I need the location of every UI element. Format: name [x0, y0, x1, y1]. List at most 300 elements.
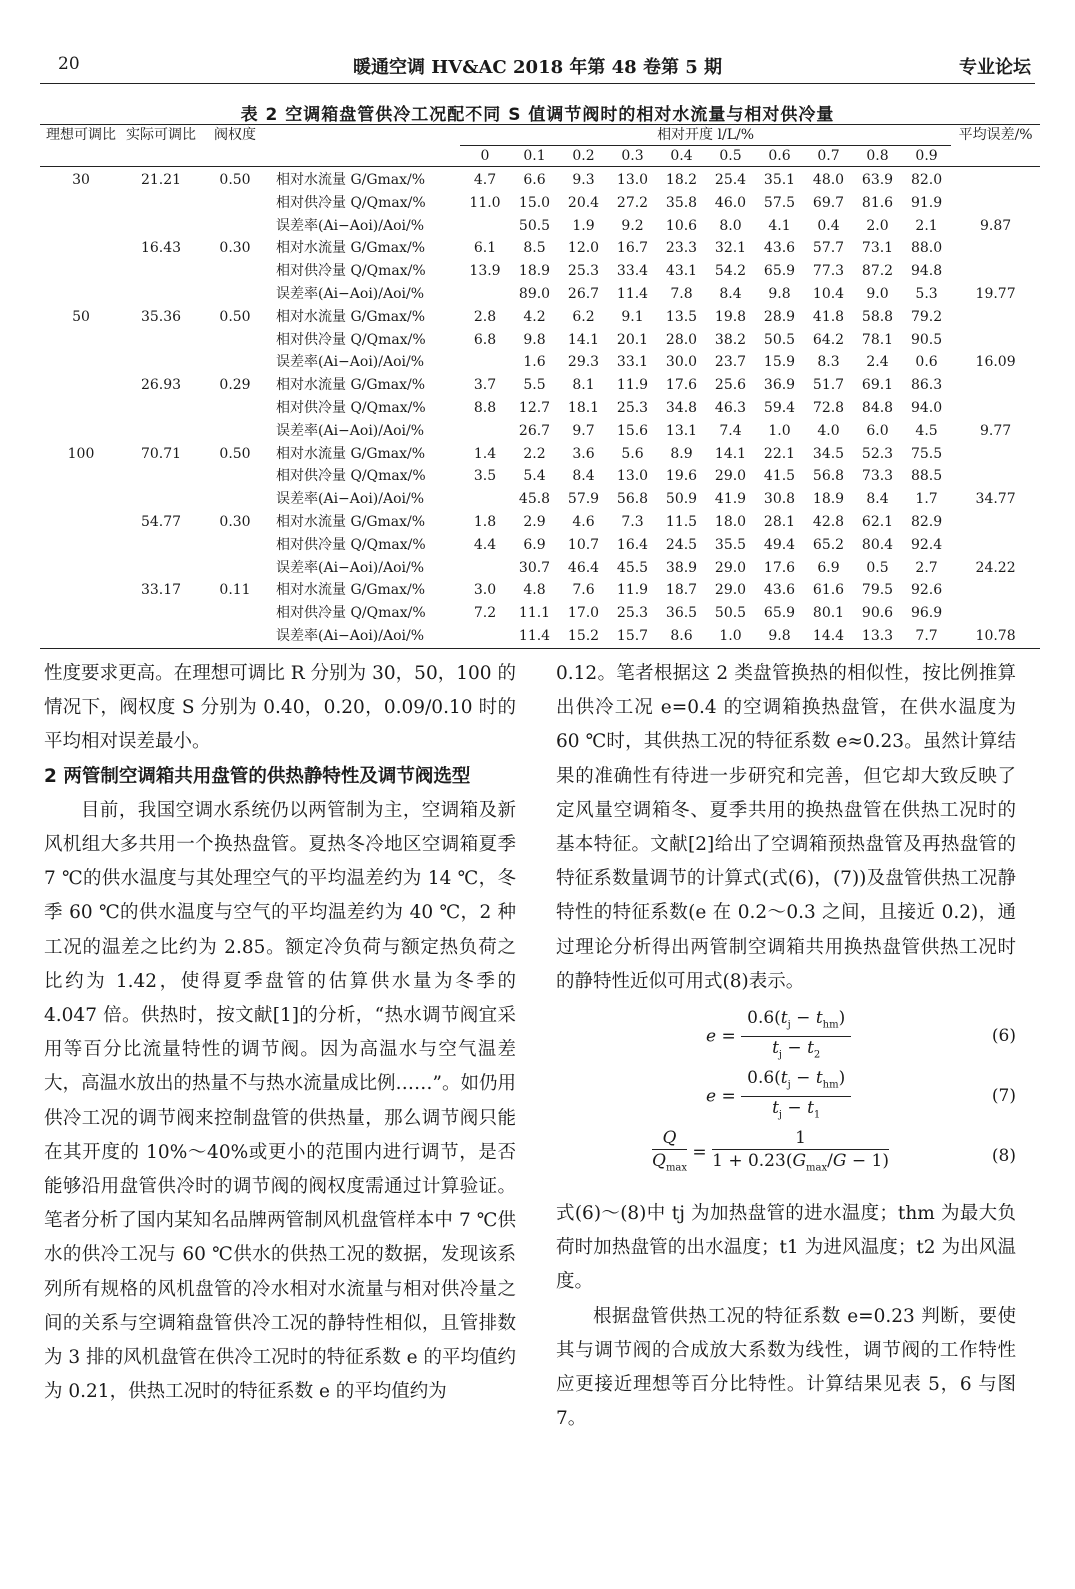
row-label: 相对水流量 G/Gmax/% — [276, 445, 426, 462]
value-cell: 35.8 — [665, 194, 698, 211]
value-cell: 7.3 — [621, 513, 644, 530]
value-cell: 5.3 — [915, 285, 938, 302]
value-cell: 5.6 — [621, 445, 644, 462]
row-label: 相对水流量 G/Gmax/% — [276, 240, 426, 257]
value-cell: 54.2 — [714, 263, 747, 280]
valve-authority-cell: 0.30 — [219, 513, 251, 530]
actual-ratio-cell: 33.17 — [140, 582, 182, 599]
opening-value: 0.8 — [853, 146, 902, 167]
value-cell: 3.5 — [473, 468, 497, 485]
value-cell: 8.4 — [572, 468, 595, 485]
row-label: 相对水流量 G/Gmax/% — [276, 308, 426, 325]
value-cell: 17.6 — [763, 559, 796, 576]
value-cell: 46.4 — [567, 559, 600, 576]
value-cell: 11.4 — [510, 625, 559, 648]
value-cell: 16.7 — [616, 240, 649, 257]
left-paragraph-1: 性度要求更高。在理想可调比 R 分别为 30，50，100 的情况下，阀权度 S 分别为 0.40，0.20，0.09/0.10 时的平均相对误差最小。 — [44, 663, 516, 753]
table-row — [40, 260, 1040, 283]
opening-value: 0.6 — [755, 146, 804, 167]
table-row — [40, 192, 1040, 215]
value-cell: 9.0 — [866, 285, 889, 302]
row-label: 相对水流量 G/Gmax/% — [276, 513, 426, 530]
table-row — [40, 465, 1040, 488]
valve-authority-cell — [200, 192, 270, 215]
value-cell: 26.7 — [518, 422, 551, 439]
value-cell: 8.6 — [657, 625, 706, 648]
avg-error-cell — [951, 260, 1040, 283]
value-cell: 6.9 — [817, 559, 840, 576]
avg-error-cell — [951, 329, 1040, 352]
avg-error-cell — [951, 306, 1040, 329]
value-cell: 20.1 — [616, 331, 649, 348]
value-cell: 90.6 — [861, 605, 894, 622]
value-cell: 13.9 — [469, 263, 501, 280]
row-label: 相对供冷量 Q/Qmax/% — [276, 331, 426, 348]
value-cell: 42.8 — [812, 513, 845, 530]
valve-authority-cell — [200, 488, 270, 511]
value-cell: 16.4 — [616, 536, 649, 553]
avg-error-cell: 10.78 — [951, 625, 1040, 648]
value-cell: 3.0 — [473, 582, 497, 599]
value-cell: 17.0 — [567, 605, 600, 622]
value-cell: 13.0 — [616, 468, 649, 485]
row-label: 相对水流量 G/Gmax/% — [276, 582, 426, 599]
valve-authority-cell: 0.30 — [219, 240, 251, 257]
header-valve-authority: 阀权度 — [200, 125, 270, 167]
value-cell: 23.3 — [665, 240, 698, 257]
value-cell: 13.5 — [665, 308, 698, 325]
valve-authority-cell — [200, 534, 270, 557]
value-cell: 75.5 — [910, 445, 943, 462]
equation-6: e = $\frac{0.6(t_j - t_{hm})}{t_j - t_2}$ (6) — [706, 1008, 1016, 1061]
value-cell: 89.0 — [518, 285, 551, 302]
opening-value: 0 — [460, 146, 510, 167]
table-row — [40, 397, 1040, 420]
valve-authority-cell: 0.50 — [219, 172, 251, 188]
value-cell — [460, 283, 510, 306]
opening-value: 0.1 — [510, 146, 559, 167]
avg-error-cell — [951, 511, 1040, 534]
value-cell: 45.5 — [616, 559, 649, 576]
value-cell: 62.1 — [861, 513, 894, 530]
value-cell: 69.7 — [812, 194, 845, 211]
avg-error-cell — [951, 465, 1040, 488]
value-cell: 19.6 — [665, 468, 698, 485]
value-cell: 79.5 — [861, 582, 894, 599]
avg-error-cell: 16.09 — [975, 354, 1016, 371]
opening-value: 0.3 — [608, 146, 657, 167]
value-cell: 88.0 — [910, 240, 943, 257]
value-cell: 80.1 — [812, 605, 845, 622]
actual-ratio-cell — [122, 351, 200, 374]
value-cell: 2.4 — [866, 354, 889, 371]
value-cell: 0.6 — [915, 354, 938, 371]
header-ideal-ratio: 理想可调比 — [40, 125, 122, 167]
value-cell: 56.8 — [812, 468, 845, 485]
value-cell: 64.2 — [812, 331, 845, 348]
value-cell: 32.1 — [714, 240, 747, 257]
ideal-ratio-cell — [40, 625, 122, 648]
value-cell: 41.5 — [763, 468, 796, 485]
actual-ratio-cell — [122, 557, 200, 580]
value-cell: 45.8 — [518, 491, 551, 508]
value-cell: 50.9 — [665, 491, 698, 508]
value-cell: 2.9 — [523, 513, 546, 530]
actual-ratio-cell — [122, 625, 200, 648]
value-cell: 9.2 — [621, 217, 644, 234]
equation-7: e = $\frac{0.6(t_j - t_{hm})}{t_j - t_1}$ (7) — [706, 1068, 1016, 1121]
value-cell: 61.6 — [812, 582, 845, 599]
ideal-ratio-cell — [40, 192, 122, 215]
value-cell: 15.9 — [763, 354, 796, 371]
value-cell: 8.4 — [719, 285, 742, 302]
value-cell: 50.5 — [763, 331, 796, 348]
value-cell: 57.5 — [763, 194, 796, 211]
actual-ratio-cell — [122, 465, 200, 488]
value-cell: 28.0 — [665, 331, 698, 348]
value-cell: 3.7 — [473, 377, 497, 394]
value-cell: 18.2 — [665, 172, 698, 188]
value-cell: 4.0 — [817, 422, 840, 439]
value-cell: 24.5 — [665, 536, 698, 553]
ideal-ratio-cell: 50 — [72, 308, 90, 325]
value-cell: 4.4 — [473, 536, 497, 553]
ideal-ratio-cell: 30 — [72, 172, 90, 188]
value-cell — [460, 351, 510, 374]
ideal-ratio-cell — [40, 579, 122, 602]
value-cell: 15.0 — [518, 194, 551, 211]
value-cell: 11.9 — [616, 377, 649, 394]
equation-8-number: (8) — [991, 1146, 1016, 1167]
value-cell — [460, 557, 510, 580]
value-cell: 6.9 — [523, 536, 546, 553]
valve-authority-cell — [200, 329, 270, 352]
value-cell: 14.4 — [804, 625, 853, 648]
value-cell: 25.6 — [714, 377, 747, 394]
actual-ratio-cell — [122, 602, 200, 625]
table-row — [40, 306, 1040, 329]
value-cell: 48.0 — [812, 172, 845, 188]
value-cell: 35.1 — [763, 172, 796, 188]
value-cell: 4.6 — [572, 513, 595, 530]
actual-ratio-cell — [122, 260, 200, 283]
value-cell: 1.0 — [706, 625, 755, 648]
value-cell: 11.9 — [616, 582, 649, 599]
value-cell: 9.8 — [523, 331, 546, 348]
value-cell: 6.6 — [523, 172, 546, 188]
table-row — [40, 488, 1040, 511]
value-cell: 2.7 — [915, 559, 938, 576]
value-cell: 86.3 — [910, 377, 943, 394]
value-cell: 50.5 — [518, 217, 551, 234]
value-cell: 11.1 — [518, 605, 551, 622]
value-cell: 3.6 — [572, 445, 595, 462]
row-label: 相对水流量 G/Gmax/% — [276, 377, 426, 394]
table-row — [40, 283, 1040, 306]
table-row — [40, 329, 1040, 352]
value-cell: 22.1 — [763, 445, 796, 462]
right-paragraph-2: 式(6)～(8)中 tj 为加热盘管的进水温度；thm 为最大负荷时加热盘管的出水温度；t1 为进风温度；t2 为出风温度。 — [556, 1203, 1016, 1293]
ideal-ratio-cell — [40, 465, 122, 488]
value-cell: 8.5 — [523, 240, 546, 257]
ideal-ratio-cell — [40, 534, 122, 557]
value-cell: 30.8 — [763, 491, 796, 508]
value-cell: 4.7 — [473, 172, 497, 188]
table-row — [40, 351, 1040, 374]
value-cell: 2.2 — [523, 445, 546, 462]
ideal-ratio-cell — [40, 374, 122, 397]
header-rule — [40, 83, 1035, 84]
equation-7-number: (7) — [991, 1086, 1016, 1107]
table-row — [40, 625, 1040, 648]
avg-error-cell — [951, 443, 1040, 466]
avg-error-cell — [951, 167, 1040, 192]
value-cell: 7.4 — [719, 422, 742, 439]
actual-ratio-cell — [122, 215, 200, 238]
row-label: 相对供冷量 Q/Qmax/% — [276, 468, 426, 485]
value-cell: 73.1 — [861, 240, 894, 257]
table-row — [40, 579, 1040, 602]
value-cell: 25.3 — [567, 263, 600, 280]
table-row — [40, 215, 1040, 238]
ideal-ratio-cell — [40, 420, 122, 443]
value-cell: 25.4 — [714, 172, 747, 188]
value-cell: 1.0 — [768, 422, 791, 439]
value-cell: 1.4 — [473, 445, 497, 462]
avg-error-cell — [951, 374, 1040, 397]
actual-ratio-cell: 26.93 — [140, 377, 182, 394]
value-cell: 69.1 — [861, 377, 894, 394]
header-avg-error: 平均误差/% — [951, 125, 1040, 167]
value-cell: 33.4 — [616, 263, 649, 280]
value-cell: 9.1 — [621, 308, 644, 325]
opening-value: 0.5 — [706, 146, 755, 167]
value-cell: 58.8 — [861, 308, 894, 325]
ideal-ratio-cell — [40, 237, 122, 260]
row-label: 相对供冷量 Q/Qmax/% — [276, 263, 426, 280]
value-cell: 1.9 — [572, 217, 595, 234]
value-cell: 12.0 — [567, 240, 600, 257]
table-row — [40, 237, 1040, 260]
value-cell: 18.9 — [812, 491, 845, 508]
valve-authority-cell — [200, 397, 270, 420]
value-cell: 65.9 — [763, 605, 796, 622]
ideal-ratio-cell — [40, 329, 122, 352]
right-paragraph-3: 根据盘管供热工况的特征系数 e=0.23 判断，要使其与调节阀的合成放大系数为线性，调节阀的工作特性应更接近理想等百分比特性。计算结果见表 5，6 与图 7。 — [556, 1305, 1016, 1430]
value-cell: 34.8 — [665, 399, 698, 416]
valve-authority-cell — [200, 420, 270, 443]
row-label: 误差率(Ai−Aoi)/Aoi/% — [276, 422, 425, 439]
value-cell: 25.3 — [616, 605, 649, 622]
valve-authority-cell — [200, 260, 270, 283]
avg-error-cell: 9.77 — [980, 422, 1012, 439]
value-cell: 94.8 — [910, 263, 943, 280]
ideal-ratio-cell: 100 — [67, 445, 95, 462]
actual-ratio-cell — [122, 534, 200, 557]
actual-ratio-cell — [122, 488, 200, 511]
value-cell: 65.2 — [812, 536, 845, 553]
actual-ratio-cell: 54.77 — [140, 513, 182, 530]
valve-authority-cell — [200, 602, 270, 625]
value-cell: 2.0 — [866, 217, 889, 234]
valve-authority-cell — [200, 351, 270, 374]
value-cell: 87.2 — [861, 263, 894, 280]
value-cell: 7.8 — [670, 285, 693, 302]
value-cell: 14.1 — [714, 445, 747, 462]
ideal-ratio-cell — [40, 260, 122, 283]
value-cell: 20.4 — [567, 194, 600, 211]
value-cell: 79.2 — [910, 308, 943, 325]
value-cell: 18.0 — [714, 513, 747, 530]
actual-ratio-cell: 70.71 — [140, 445, 182, 462]
value-cell: 43.6 — [763, 240, 796, 257]
page-number: 20 — [58, 54, 80, 74]
row-label: 相对供冷量 Q/Qmax/% — [276, 536, 426, 553]
value-cell: 1.6 — [523, 354, 546, 371]
value-cell: 7.6 — [572, 582, 595, 599]
value-cell: 57.9 — [567, 491, 600, 508]
value-cell: 29.0 — [714, 468, 747, 485]
value-cell: 13.3 — [853, 625, 902, 648]
actual-ratio-cell: 16.43 — [140, 240, 182, 257]
value-cell: 15.6 — [616, 422, 649, 439]
value-cell: 49.4 — [763, 536, 796, 553]
value-cell: 8.4 — [866, 491, 889, 508]
actual-ratio-cell: 21.21 — [140, 172, 182, 188]
avg-error-cell: 19.77 — [975, 285, 1016, 302]
value-cell: 30.0 — [665, 354, 698, 371]
ideal-ratio-cell — [40, 557, 122, 580]
section-name: 专业论坛 — [959, 57, 1031, 78]
value-cell: 15.2 — [559, 625, 608, 648]
value-cell: 1.7 — [915, 491, 938, 508]
value-cell: 4.8 — [523, 582, 546, 599]
value-cell: 41.9 — [714, 491, 747, 508]
value-cell: 57.7 — [812, 240, 845, 257]
ideal-ratio-cell — [40, 283, 122, 306]
value-cell: 33.1 — [616, 354, 649, 371]
value-cell: 81.6 — [861, 194, 894, 211]
valve-authority-cell — [200, 215, 270, 238]
value-cell: 6.2 — [572, 308, 595, 325]
valve-authority-cell: 0.50 — [219, 308, 251, 325]
value-cell: 4.1 — [768, 217, 791, 234]
opening-value: 0.2 — [559, 146, 608, 167]
avg-error-cell — [951, 237, 1040, 260]
equation-8: $\frac{Q}{Q_{max}}$ = $\frac{1}{1 + 0.23(G_{max}/G - 1)}$ (8) — [652, 1128, 1016, 1174]
value-cell: 28.1 — [763, 513, 796, 530]
value-cell: 0.4 — [817, 217, 840, 234]
equation-6-number: (6) — [991, 1026, 1016, 1047]
section-heading: 2 两管制空调箱共用盘管的供热静特性及调节阀选型 — [44, 765, 471, 787]
actual-ratio-cell — [122, 397, 200, 420]
value-cell: 84.8 — [861, 399, 894, 416]
value-cell: 9.7 — [572, 422, 595, 439]
header-opening: 相对开度 l/L/% — [460, 125, 951, 146]
value-cell: 38.2 — [714, 331, 747, 348]
actual-ratio-cell — [122, 192, 200, 215]
value-cell: 51.7 — [812, 377, 845, 394]
value-cell: 9.3 — [572, 172, 595, 188]
value-cell: 5.4 — [523, 468, 546, 485]
valve-authority-cell: 0.29 — [219, 377, 251, 394]
value-cell: 18.7 — [665, 582, 698, 599]
avg-error-cell — [951, 602, 1040, 625]
table-row — [40, 374, 1040, 397]
value-cell: 9.8 — [768, 285, 791, 302]
table-row — [40, 534, 1040, 557]
value-cell: 27.2 — [616, 194, 649, 211]
header-actual-ratio: 实际可调比 — [122, 125, 200, 167]
avg-error-cell: 34.77 — [975, 491, 1016, 508]
value-cell: 1.8 — [473, 513, 497, 530]
valve-authority-cell: 0.11 — [219, 582, 251, 599]
value-cell: 6.1 — [473, 240, 497, 257]
value-cell: 94.0 — [910, 399, 943, 416]
value-cell: 17.6 — [665, 377, 698, 394]
value-cell: 19.8 — [714, 308, 747, 325]
value-cell: 36.5 — [665, 605, 698, 622]
value-cell: 28.9 — [763, 308, 796, 325]
value-cell: 13.0 — [616, 172, 649, 188]
value-cell: 92.6 — [910, 582, 943, 599]
valve-authority-cell — [200, 465, 270, 488]
valve-authority-cell — [200, 625, 270, 648]
avg-error-cell: 24.22 — [975, 559, 1016, 576]
avg-error-cell — [951, 192, 1040, 215]
value-cell: 29.0 — [714, 559, 747, 576]
value-cell: 35.5 — [714, 536, 747, 553]
value-cell: 59.4 — [763, 399, 796, 416]
value-cell: 29.3 — [567, 354, 600, 371]
table-row — [40, 557, 1040, 580]
ideal-ratio-cell — [40, 215, 122, 238]
value-cell: 11.5 — [665, 513, 698, 530]
value-cell — [460, 420, 510, 443]
value-cell: 8.9 — [670, 445, 693, 462]
value-cell: 2.1 — [915, 217, 938, 234]
table-row — [40, 420, 1040, 443]
left-paragraph-2: 目前，我国空调水系统仍以两管制为主，空调箱及新风机组大多共用一个换热盘管。夏热冬冷地区空调箱夏季 7 ℃的供水温度与其处理空气的平均温差约为 14 ℃，冬季 60 ℃的供水温度与空气的平均温差约为 40 ℃，2 种工况的温差之比约为 2.85。额定冷负荷与额定热负荷之比约为 1.42，使得夏季盘管的估算供水量为冬季的 4.047 倍。供热时，按文献[1]的分析，“热水调节阀宜采用等百分比流量特性的调节阀。因为高温水与空气温差大，高温水放出的热量不与热水流量成比例……”。如仍用供冷工况的调节阀来控制盘管的供热量，那么调节阀只能在其开度的 10%～40%或更小的范围内进行调节，是否能够沿用盘管供冷时的调节阀的阀权度需通过计算验证。笔者分析了国内某知名品牌两管制风机盘管样本中 7 ℃供水的供冷工况与 60 ℃供水的供热工况的数据，发现该系列所有规格的风机盘管的冷水相对水流量与相对供冷量之间的关系与空调箱盘管供冷工况的静特性相似，且管排数为 3 排的风机盘管在供冷工况时的特征系数 e 的平均值约为 0.21，供热工况时的特征系数 e 的平均值约为 — [44, 799, 516, 1403]
value-cell: 25.3 — [616, 399, 649, 416]
value-cell: 4.2 — [523, 308, 546, 325]
value-cell: 8.3 — [817, 354, 840, 371]
row-label: 误差率(Ai−Aoi)/Aoi/% — [270, 625, 460, 648]
value-cell: 10.7 — [567, 536, 600, 553]
right-column — [556, 657, 1016, 1436]
value-cell: 30.7 — [518, 559, 551, 576]
header-blank — [270, 125, 460, 167]
avg-error-cell — [951, 397, 1040, 420]
valve-authority-cell — [200, 557, 270, 580]
actual-ratio-cell — [122, 283, 200, 306]
value-cell: 78.1 — [861, 331, 894, 348]
value-cell: 43.6 — [763, 582, 796, 599]
table-row — [40, 602, 1040, 625]
value-cell: 92.4 — [910, 536, 943, 553]
data-table — [40, 124, 1040, 649]
value-cell: 14.1 — [567, 331, 600, 348]
left-column — [44, 657, 516, 1409]
valve-authority-cell: 0.50 — [219, 445, 251, 462]
value-cell: 41.8 — [812, 308, 845, 325]
row-label: 相对供冷量 Q/Qmax/% — [276, 605, 426, 622]
valve-authority-cell — [200, 283, 270, 306]
value-cell: 6.8 — [473, 331, 497, 348]
value-cell: 43.1 — [665, 263, 698, 280]
actual-ratio-cell — [122, 420, 200, 443]
ideal-ratio-cell — [40, 602, 122, 625]
